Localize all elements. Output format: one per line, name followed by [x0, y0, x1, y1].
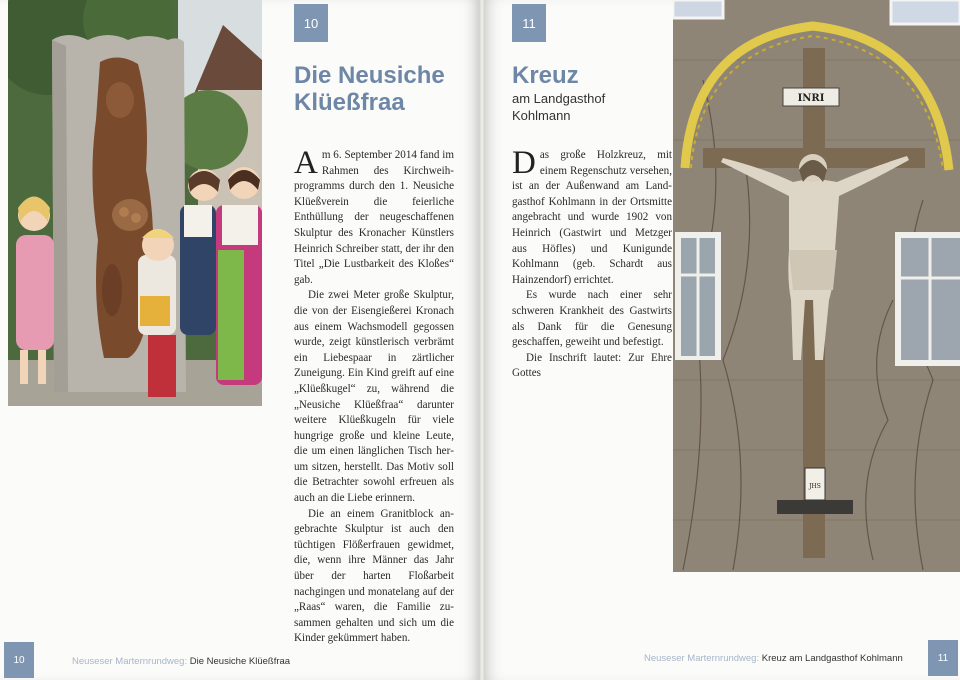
- paragraph: [512, 145, 672, 288]
- article-body: [294, 145, 454, 647]
- sculpture-photo: [8, 0, 262, 406]
- paragraph: Es wurde nach einer sehr schweren Krankheit des Gastwirts als Dank für die Genesung geschaffen, geweiht und befestigt.: [512, 289, 672, 349]
- page-subtitle-line-1: am Landgasthof: [512, 91, 606, 106]
- page-subtitle-line-2: Kohlmann: [512, 108, 571, 123]
- paragraph-text: as große Holzkreuz, mit einem Regenschutz versehen, ist an der Außenwand am Landgasthof Kohlmann in der Ortsmitte angebracht und wurde 1902 von Heinrich (Gastwirt und Metzger aus Höfles) und Kunigunde Kohlmann (geb. Schardt aus Hainzendorf) errichtet.: [512, 149, 672, 286]
- article-body: [512, 145, 672, 382]
- footer-topic: Die Neusiche Klüeßfraa: [189, 656, 291, 667]
- page-subtitle: [512, 90, 605, 124]
- page-title-line-2: Klüeßfraa: [294, 89, 405, 116]
- crucifix-photo: [673, 0, 960, 572]
- footer-page-number: 10: [13, 654, 25, 666]
- paragraph: [294, 145, 454, 288]
- paragraph: Die an einem Granitblock angebrachte Skulptur ist auch den tüchtigen Flößerfrauen gewidmet, die, wenn ihre Männer das Jahr über der harten Floßarbeit nachgingen und monatelang auf der „Raas“ waren, die Familie zusammen gehalten und sich um die Kinder gekümmert haben.: [294, 507, 454, 645]
- jhs-plaque: JHS: [809, 483, 821, 490]
- page-title: Kreuz: [512, 62, 579, 89]
- dropcap: D: [512, 145, 536, 181]
- footer-topic: Kreuz am Landgasthof Kohlmann: [761, 653, 903, 664]
- footer-page-number-badge: [928, 640, 958, 676]
- sculpture-illustration: [8, 0, 262, 406]
- footer-series: Neuseser Marternrundweg:: [72, 656, 188, 667]
- footer-series: Neuseser Marternrundweg:: [644, 653, 760, 664]
- page-title: [294, 62, 445, 116]
- page-number: 11: [522, 15, 536, 31]
- crucifix-illustration: [673, 0, 960, 572]
- dropcap: A: [294, 145, 318, 181]
- paragraph: Die Inschrift lautet: Zur Ehre Gottes: [512, 351, 672, 380]
- footer-page-number-badge: [4, 642, 34, 678]
- book-gutter: [479, 0, 485, 680]
- running-footer: [644, 653, 903, 664]
- running-footer: [72, 656, 290, 667]
- paragraph: Die zwei Meter große Skulptur, die von der Eisengießerei Kronach aus einem Wachsmodell gegossen wurde, zeigt künstlerisch verbrämt ein Liebespaar in zärtlicher Zuneigung. Ein Kind greift auf eine „Klüeßkugel“ zu, während die „Neusiche Klüeßfraa“ darunter weitere Klüeßkugeln für viele hungrige große und kleine Leute, die um einen länglichen Tisch herum sitzen, herstellt. Das Motiv soll die Betrachter sowohl erfreuen als auch an die Liebe erinnern.: [294, 289, 454, 505]
- inri-sign: INRI: [797, 93, 825, 104]
- page-number: 10: [303, 15, 319, 31]
- footer-page-number: 11: [937, 652, 949, 664]
- paragraph-text: m 6. September 2014 fand im Rahmen des Kirchweihprogramms durch den 1. Neusiche Klüeßverein die feierliche Enthüllung der neugeschaffenen Skulptur des Kronacher Künstlers Heinrich Schreiber statt, der ihr den Titel „Die Lustbarkeit des Kloßes“ gab.: [294, 149, 454, 286]
- page-title-line-1: Die Neusiche: [294, 62, 445, 89]
- page-number-badge: [512, 4, 546, 42]
- page-number-badge: [294, 4, 328, 42]
